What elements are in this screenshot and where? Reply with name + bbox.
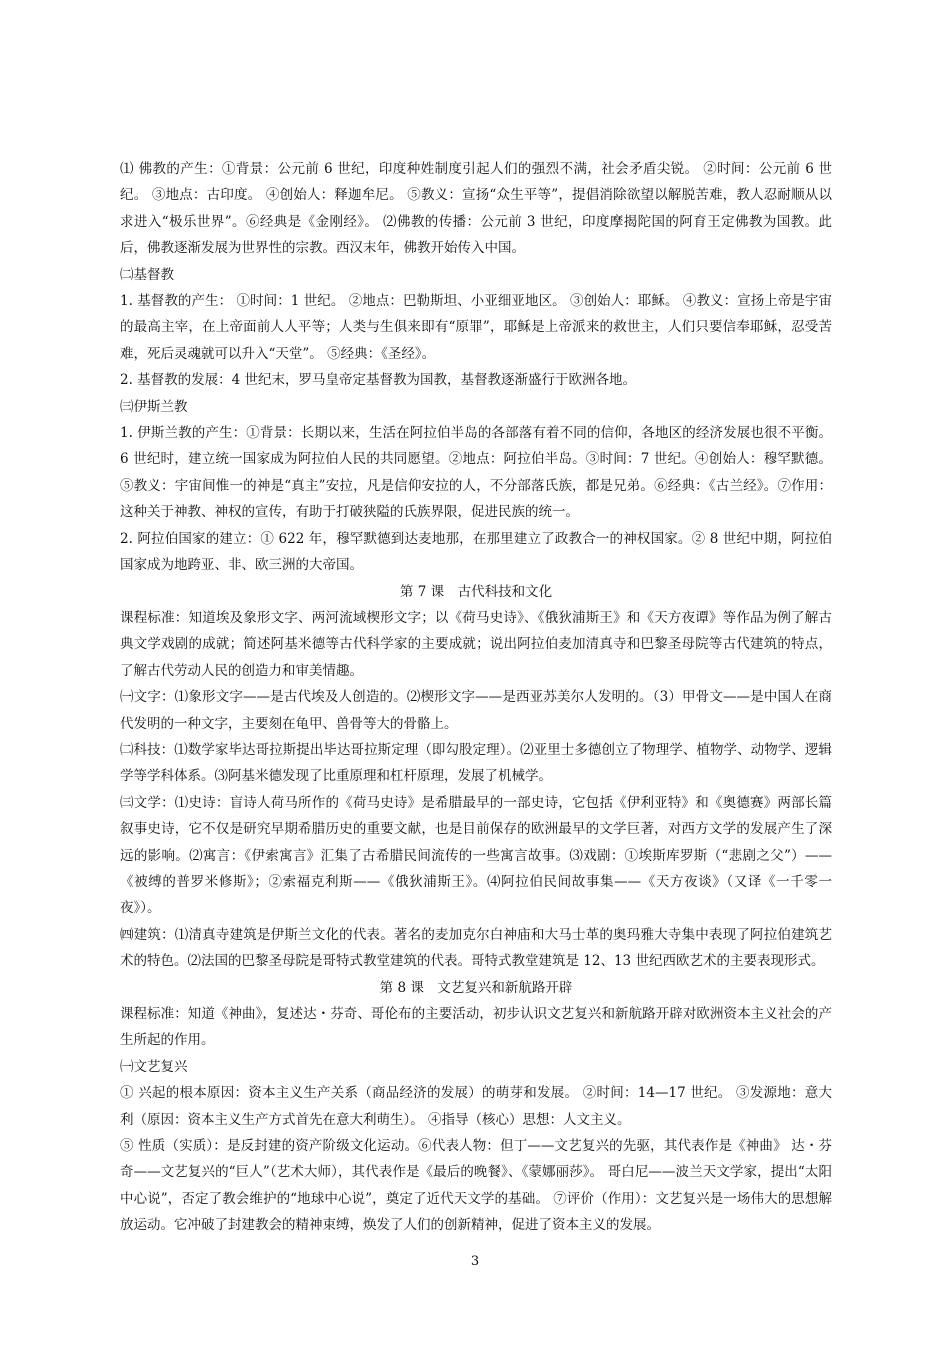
heading-islam: ㈢伊斯兰教 [120, 398, 188, 415]
paragraph-literature: ㈢文学：⑴史诗：盲诗人荷马所作的《荷马史诗》是希腊最早的一部史诗，它包括《伊利亚特》和《奥德赛》两部长篇叙事史诗，它不仅是研究早期希腊历史的重要文献，也是目前保存的欧洲最早的文学巨著，对西方文学的发展产生了深远的影响。⑵寓言：《伊索寓言》汇集了古希腊民间流传的一些寓言故事。⑶戏剧：①埃斯库罗斯（“悲剧之父”）——《被缚的普罗米修斯》；②索福克利斯——《俄狄浦斯王》。⑷阿拉伯民间故事集——《天方夜谈》（又译《一千零一夜》）。 [120, 794, 832, 917]
lesson-8-standard: 课程标准：知道《神曲》，复述达・芬奇、哥伦布的主要活动，初步认识文艺复兴和新航路开辟对欧洲资本主义社会的产生所起的作用。 [120, 1006, 832, 1049]
paragraph-renaissance-nature: ⑤ 性质（实质）：是反封建的资产阶级文化运动。⑥代表人物：但丁——文艺复兴的先驱，其代表作是《神曲》 达・芬奇——文艺复兴的“巨人”（艺术大师），其代表作是《最后的晚餐》、《蒙娜丽莎》。 哥白尼——波兰天文学家，提出“太阳中心说”，否定了教会维护的“地球中心说”，奠定了近代天文学的基础。 ⑦评价（作用）：文艺复兴是一场伟大的思想解放运动。它冲破了封建教会的精神束缚，焕发了人们的创新精神，促进了资本主义的发展。 [120, 1138, 832, 1234]
paragraph-buddhism: ⑴ 佛教的产生：①背景：公元前 6 世纪，印度种姓制度引起人们的强烈不满，社会矛盾尖锐。 ②时间：公元前 6 世纪。 ③地点：古印度。 ④创始人：释迦牟尼。 ⑤教义：宣扬“众生平等”，提倡消除欲望以解脱苦难，教人忍耐顺从以求进入“极乐世界”。⑥经典是《金刚经》。 ⑵佛教的传播：公元前 3 世纪，印度摩揭陀国的阿育王定佛教为国教。此后，佛教逐渐发展为世界性的宗教。西汉末年，佛教开始传入中国。 [120, 161, 832, 257]
paragraph-arab-state: 2. 阿拉伯国家的建立：① 622 年，穆罕默德到达麦地那，在那里建立了政教合一的神权国家。② 8 世纪中期，阿拉伯国家成为地跨亚、非、欧三洲的大帝国。 [120, 530, 832, 574]
lesson-7-standard: 课程标准：知道埃及象形文字、两河流域楔形文字；以《荷马史诗》、《俄狄浦斯王》和《天方夜谭》等作品为例了解古典文学戏剧的成就；简述阿基米德等古代科学家的主要成就；说出阿拉伯麦加清真寺和巴黎圣母院等古代建筑的特点，了解古代劳动人民的创造力和审美情趣。 [120, 609, 832, 679]
lesson-7-title: 第 7 课 古代科技和文化 [399, 583, 553, 600]
paragraph-architecture: ㈣建筑：⑴清真寺建筑是伊斯兰文化的代表。著名的麦加克尔白神庙和大马士革的奥玛雅大寺集中表现了阿拉伯建筑艺术的特色。⑵法国的巴黎圣母院是哥特式教堂建筑的代表。哥特式教堂建筑是 12、13 世纪西欧艺术的主要表现形式。 [120, 926, 832, 970]
page-content [120, 156, 832, 1239]
paragraph-islam-origin: 1. 伊斯兰教的产生：①背景：长期以来，生活在阿拉伯半岛的各部落有着不同的信仰，各地区的经济发展也很不平衡。6 世纪时，建立统一国家成为阿拉伯人民的共同愿望。②地点：阿拉伯半岛。③时间：7 世纪。④创始人：穆罕默德。⑤教义：宇宙间惟一的神是“真主”安拉，凡是信仰安拉的人，不分部落氏族，都是兄弟。⑥经典：《古兰经》。⑦作用：这种关于神教、神权的宣传，有助于打破狭隘的氏族界限，促进民族的统一。 [120, 425, 832, 521]
paragraph-christianity-development: 2. 基督教的发展：4 世纪末，罗马皇帝定基督教为国教，基督教逐渐盛行于欧洲各地。 [120, 372, 637, 389]
paragraph-christianity-origin: 1. 基督教的产生： ①时间：1 世纪。 ②地点：巴勒斯坦、小亚细亚地区。 ③创始人：耶稣。 ④教义：宣扬上帝是宇宙的最高主宰，在上帝面前人人平等；人类与生俱来即有“原罪”，耶稣是上帝派来的救世主，人们只要信奉耶稣，忍受苦难，死后灵魂就可以升入“天堂”。 ⑤经典：《圣经》。 [120, 293, 832, 362]
lesson-8-title: 第 8 课 文艺复兴和新航路开辟 [379, 979, 573, 996]
heading-christianity: ㈡基督教 [120, 266, 174, 283]
paragraph-science: ㈡科技：⑴数学家毕达哥拉斯提出毕达哥拉斯定理（即勾股定理）。⑵亚里士多德创立了物理学、植物学、动物学、逻辑学等学科体系。⑶阿基米德发现了比重原理和杠杆原理，发展了机械学。 [120, 741, 832, 785]
heading-renaissance: ㈠文艺复兴 [120, 1058, 188, 1075]
paragraph-writing: ㈠文字：⑴象形文字——是古代埃及人创造的。⑵楔形文字——是西亚苏美尔人发明的。（3）甲骨文——是中国人在商代发明的一种文字，主要刻在龟甲、兽骨等大的骨骼上。 [120, 689, 832, 732]
page-number: 3 [470, 1254, 480, 1269]
paragraph-renaissance-origin: ① 兴起的根本原因：资本主义生产关系（商品经济的发展）的萌芽和发展。 ②时间：14—17 世纪。 ③发源地：意大利（原因：资本主义生产方式首先在意大利萌生）。 ④指导（核心）思想：人文主义。 [120, 1085, 832, 1128]
